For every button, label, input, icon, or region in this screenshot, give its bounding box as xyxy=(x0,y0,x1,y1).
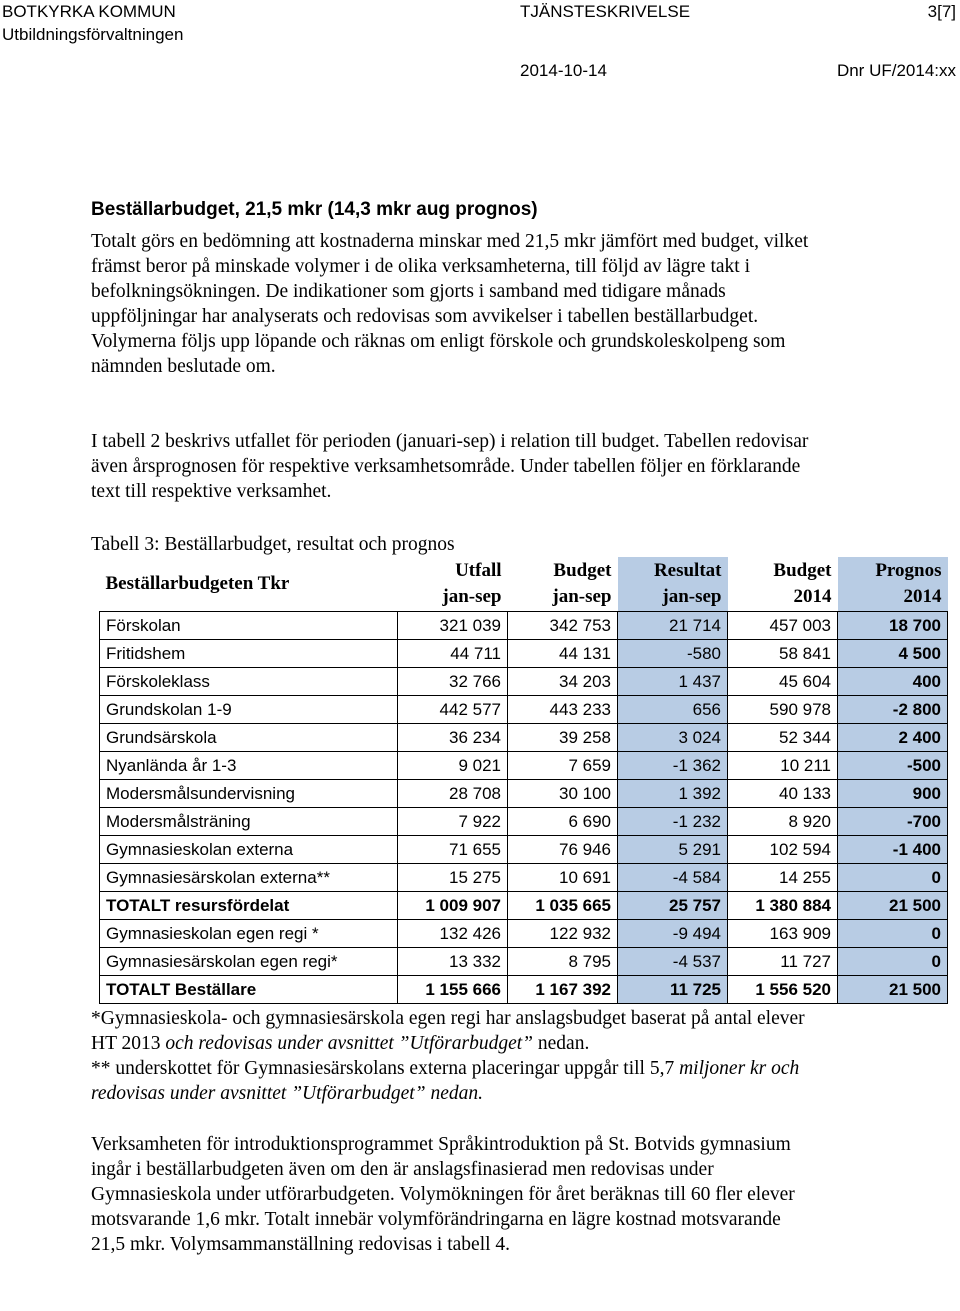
diary-number: Dnr UF/2014:xx xyxy=(836,61,956,80)
cell-resultat: -9 494 xyxy=(618,920,728,948)
cell-budget: 122 932 xyxy=(508,920,618,948)
cell-utfall: 7 922 xyxy=(398,808,508,836)
table-description xyxy=(91,429,811,504)
cell-prognos: -500 xyxy=(838,752,948,780)
cell-resultat: 3 024 xyxy=(618,724,728,752)
table-row xyxy=(100,920,948,948)
cell-utfall: 1 155 666 xyxy=(398,976,508,1004)
footnote-2: ** underskottet för Gymnasiesärskolans externa placeringar uppgår till 5,7 miljoner kr och redovisas under avsnittet ”Utförarbudget” nedan. xyxy=(91,1058,800,1104)
cell-utfall: 44 711 xyxy=(398,640,508,668)
document-date: 2014-10-14 xyxy=(520,61,607,80)
table-row xyxy=(100,976,948,1004)
cell-category: Nyanlända år 1-3 xyxy=(100,752,398,780)
header-category: Beställarbudgeten Tkr xyxy=(105,573,290,594)
cell-prognos: 400 xyxy=(838,668,948,696)
cell-utfall: 321 039 xyxy=(398,612,508,640)
cell-category: TOTALT resursfördelat xyxy=(100,892,398,920)
header-budget: Budget jan-sep xyxy=(552,560,612,607)
department-name: Utbildningsförvaltningen xyxy=(2,25,184,44)
header-resultat: Resultat jan-sep xyxy=(618,557,728,612)
table-row xyxy=(100,808,948,836)
cell-category: Gymnasiesärskolan externa** xyxy=(100,864,398,892)
cell-prognos: 0 xyxy=(838,864,948,892)
cell-budget-2014: 14 255 xyxy=(728,864,838,892)
table-row xyxy=(100,640,948,668)
cell-resultat: 21 714 xyxy=(618,612,728,640)
table-row xyxy=(100,696,948,724)
cell-resultat: -580 xyxy=(618,640,728,668)
cell-budget: 30 100 xyxy=(508,780,618,808)
cell-budget: 10 691 xyxy=(508,864,618,892)
cell-utfall: 13 332 xyxy=(398,948,508,976)
cell-budget: 8 795 xyxy=(508,948,618,976)
cell-resultat: -4 537 xyxy=(618,948,728,976)
cell-utfall: 28 708 xyxy=(398,780,508,808)
cell-budget-2014: 58 841 xyxy=(728,640,838,668)
table-row xyxy=(100,752,948,780)
cell-budget-2014: 45 604 xyxy=(728,668,838,696)
cell-category: Gymnasieskolan externa xyxy=(100,836,398,864)
cell-utfall: 1 009 907 xyxy=(398,892,508,920)
table-row xyxy=(100,780,948,808)
cell-resultat: 1 437 xyxy=(618,668,728,696)
cell-prognos: 2 400 xyxy=(838,724,948,752)
cell-category: Grundsärskola xyxy=(100,724,398,752)
cell-budget-2014: 1 380 884 xyxy=(728,892,838,920)
cell-category: Förskoleklass xyxy=(100,668,398,696)
cell-prognos: -1 400 xyxy=(838,836,948,864)
table-row xyxy=(100,892,948,920)
cell-prognos: 21 500 xyxy=(838,892,948,920)
footnote-1: *Gymnasieskola- och gymnasiesärskola egen regi har anslagsbudget baserat på antal elever HT 2013 och redovisas under avsnittet ”Utförarbudget” nedan. xyxy=(91,1008,805,1054)
cell-category: Grundskolan 1-9 xyxy=(100,696,398,724)
cell-budget: 7 659 xyxy=(508,752,618,780)
table-caption: Tabell 3: Beställarbudget, resultat och prognos xyxy=(91,534,455,555)
intro-paragraph xyxy=(91,229,811,379)
table-row xyxy=(100,836,948,864)
paragraph-1: Totalt görs en bedömning att kostnaderna minskar med 21,5 mkr jämfört med budget, vilket främst beror på minskade volymer i de olika verksamheterna, till följd av lägre takt i befolkningsökningen. De indikationer som gjorts i samband med tidigare månads uppföljningar har analyserats och redovisas som avvikelser i tabellen beställarbudget. Volymerna följs upp löpande och räknas om enligt förskole och grundskoleskolpeng som nämnden beslutade om. xyxy=(91,231,809,377)
header-budget-2014: Budget 2014 xyxy=(773,560,832,607)
cell-utfall: 15 275 xyxy=(398,864,508,892)
cell-resultat: -1 232 xyxy=(618,808,728,836)
cell-resultat: 656 xyxy=(618,696,728,724)
page-number: 3[7] xyxy=(927,2,956,21)
table-row xyxy=(100,668,948,696)
table-header-row xyxy=(100,557,948,612)
cell-budget: 6 690 xyxy=(508,808,618,836)
document-type: TJÄNSTESKRIVELSE xyxy=(520,2,691,21)
paragraph-2: I tabell 2 beskrivs utfallet för perioden (januari-sep) i relation till budget. Tabellen redovisar även årsprognosen för respektive verksamhetsområde. Under tabellen följer en förklarande text till respektive verksamhet. xyxy=(91,431,809,502)
cell-budget: 44 131 xyxy=(508,640,618,668)
cell-utfall: 36 234 xyxy=(398,724,508,752)
footnotes xyxy=(91,1006,811,1257)
cell-utfall: 442 577 xyxy=(398,696,508,724)
cell-utfall: 9 021 xyxy=(398,752,508,780)
cell-budget-2014: 102 594 xyxy=(728,836,838,864)
cell-budget: 76 946 xyxy=(508,836,618,864)
cell-budget-2014: 40 133 xyxy=(728,780,838,808)
cell-budget-2014: 1 556 520 xyxy=(728,976,838,1004)
cell-budget-2014: 52 344 xyxy=(728,724,838,752)
cell-utfall: 132 426 xyxy=(398,920,508,948)
cell-budget: 443 233 xyxy=(508,696,618,724)
header-prognos: Prognos 2014 xyxy=(838,557,948,612)
cell-category: Förskolan xyxy=(100,612,398,640)
cell-budget-2014: 457 003 xyxy=(728,612,838,640)
cell-resultat: -1 362 xyxy=(618,752,728,780)
cell-prognos: 0 xyxy=(838,948,948,976)
cell-prognos: -2 800 xyxy=(838,696,948,724)
cell-budget: 39 258 xyxy=(508,724,618,752)
cell-budget: 1 035 665 xyxy=(508,892,618,920)
cell-budget-2014: 163 909 xyxy=(728,920,838,948)
cell-category: Modersmålsträning xyxy=(100,808,398,836)
cell-category: Modersmålsundervisning xyxy=(100,780,398,808)
cell-prognos: 0 xyxy=(838,920,948,948)
cell-category: Fritidshem xyxy=(100,640,398,668)
cell-budget-2014: 10 211 xyxy=(728,752,838,780)
cell-prognos: 4 500 xyxy=(838,640,948,668)
cell-resultat: -4 584 xyxy=(618,864,728,892)
cell-budget: 1 167 392 xyxy=(508,976,618,1004)
cell-resultat: 1 392 xyxy=(618,780,728,808)
paragraph-3: Verksamheten för introduktionsprogrammet Språkintroduktion på St. Botvids gymnasium ingår i beställarbudgeten även om den är anslagsfinasierad men redovisas under Gymnasieskola under utförarbudgeten. Volymökningen för året beräknas till 60 fler elever motsvarande 1,6 mkr. Totalt innebär volymförändringarna en lägre kostnad motsvarande 21,5 mkr. Volymsammanställning redovisas i tabell 4. xyxy=(91,1134,795,1255)
cell-budget-2014: 8 920 xyxy=(728,808,838,836)
cell-prognos: -700 xyxy=(838,808,948,836)
budget-table xyxy=(99,557,948,1004)
table-row xyxy=(100,864,948,892)
cell-budget: 34 203 xyxy=(508,668,618,696)
cell-resultat: 11 725 xyxy=(618,976,728,1004)
cell-budget: 342 753 xyxy=(508,612,618,640)
org-name: BOTKYRKA KOMMUN xyxy=(2,2,176,21)
table-row xyxy=(100,612,948,640)
cell-resultat: 25 757 xyxy=(618,892,728,920)
section-title: Beställarbudget, 21,5 mkr (14,3 mkr aug prognos) xyxy=(91,199,538,220)
cell-category: TOTALT Beställare xyxy=(100,976,398,1004)
cell-budget-2014: 590 978 xyxy=(728,696,838,724)
cell-prognos: 18 700 xyxy=(838,612,948,640)
table-row xyxy=(100,724,948,752)
cell-resultat: 5 291 xyxy=(618,836,728,864)
cell-utfall: 71 655 xyxy=(398,836,508,864)
cell-budget-2014: 11 727 xyxy=(728,948,838,976)
cell-prognos: 21 500 xyxy=(838,976,948,1004)
cell-prognos: 900 xyxy=(838,780,948,808)
cell-category: Gymnasiesärskolan egen regi* xyxy=(100,948,398,976)
cell-category: Gymnasieskolan egen regi * xyxy=(100,920,398,948)
table-row xyxy=(100,948,948,976)
cell-utfall: 32 766 xyxy=(398,668,508,696)
header-utfall: Utfall jan-sep xyxy=(442,560,502,607)
